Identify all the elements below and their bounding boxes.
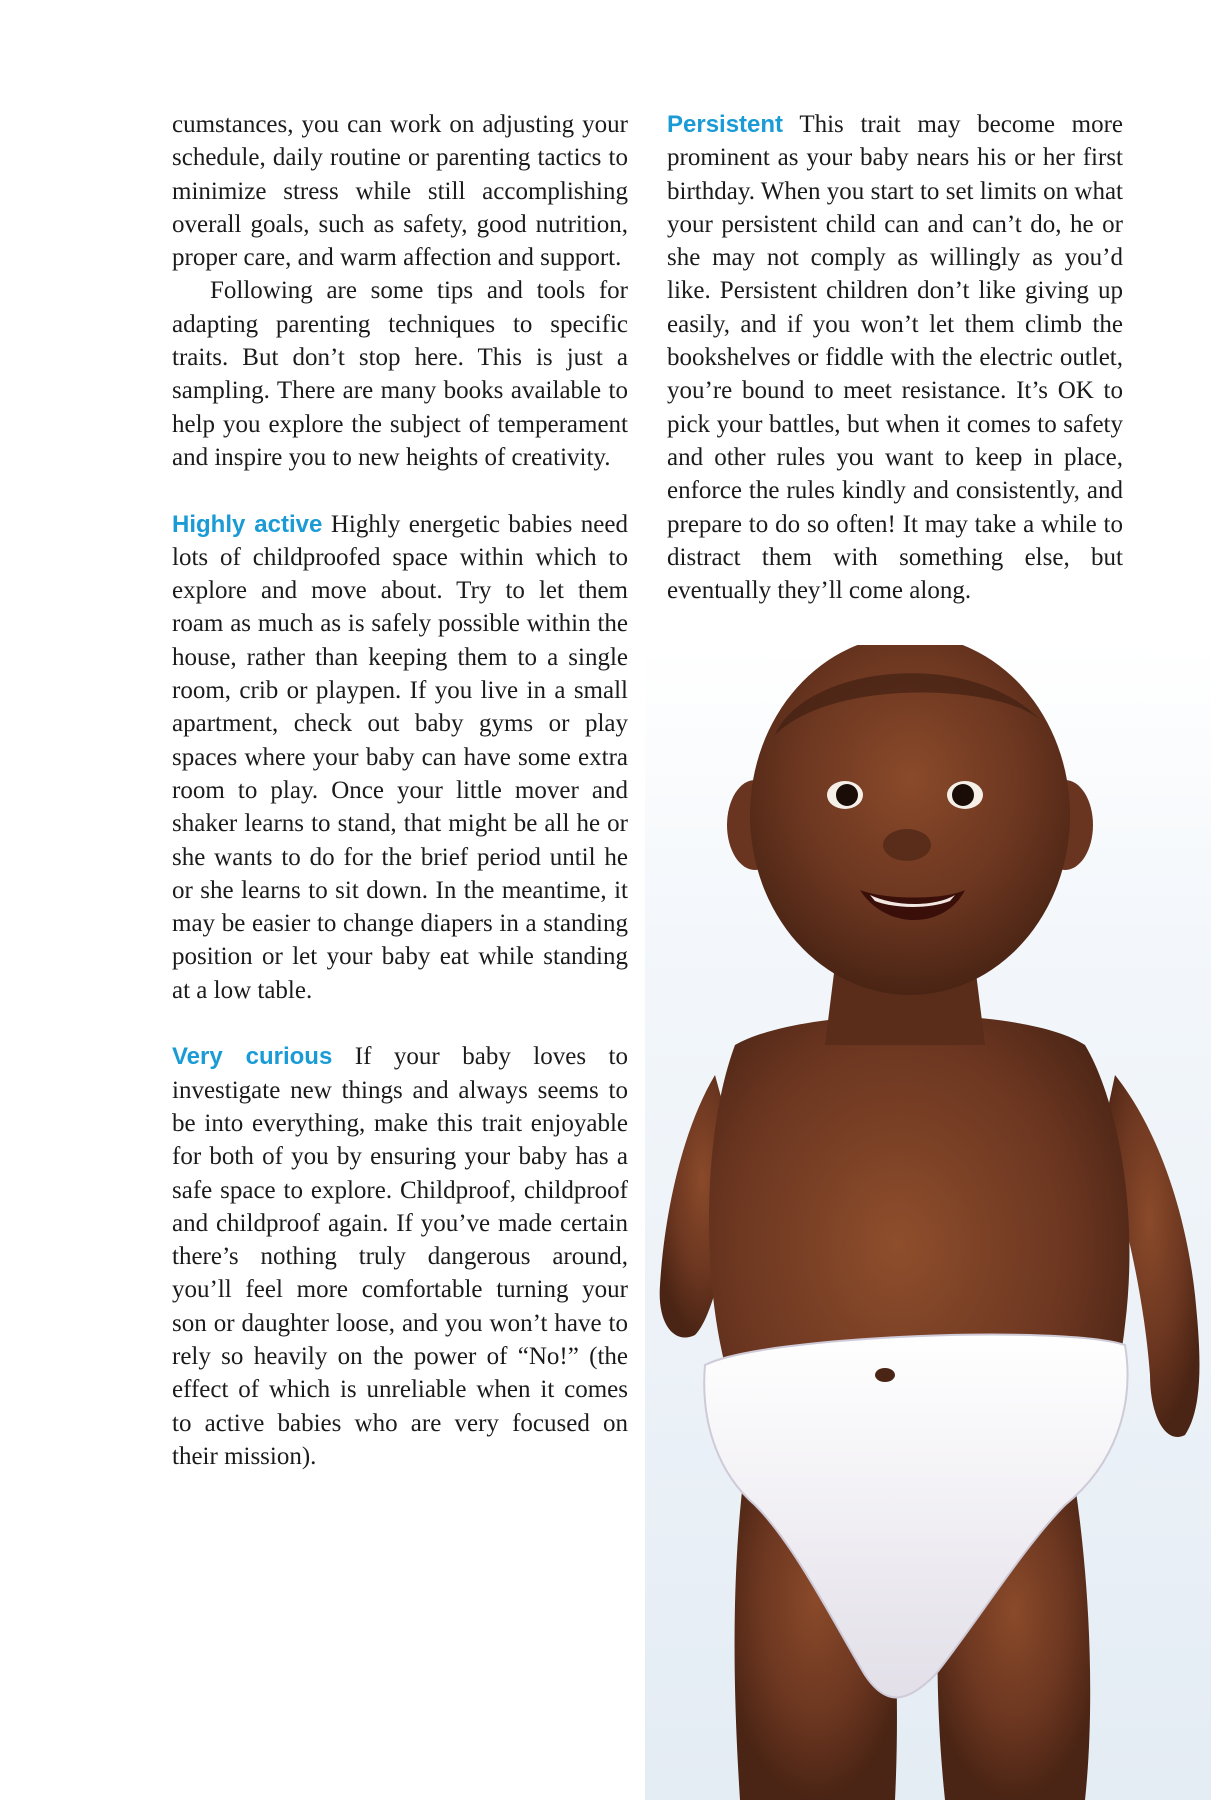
baby-illustration <box>645 645 1211 1800</box>
tips-paragraph: Following are some tips and tools for adapting parenting techniques to specific traits. But don’t stop here. This is just a sampling. There are many books available to help you explore the subject of temperament and inspire you to new heights of creativity. <box>172 277 628 471</box>
baby-photo <box>645 645 1211 1800</box>
very-curious-section <box>172 1040 628 1473</box>
right-pupil <box>952 784 974 806</box>
left-column <box>172 108 628 1473</box>
very-curious-text: If your baby loves to investigate new things and always seems to be into everything, make this trait enjoyable for both of you by ensuring your baby has a safe space to explore. Childproof, childproof and childproof again. If you’ve made certain there’s nothing truly dangerous around, you’ll feel more comfortable turning your son or daughter loose, and you won’t have to rely so heavily on the power of “No!” (the effect of which is unreliable when it comes to active babies who are very focused on their mission). <box>172 1043 628 1470</box>
highly-active-text: Highly energetic babies need lots of childproofed space within which to explore and move about. Try to let them roam as much as is safely possible within the house, rather than keeping them to a single room, crib or playpen. If you live in a small apartment, check out baby gyms or play spaces where your baby can have some extra room to play. Once your little mover and shaker learns to stand, that might be all he or she wants to do for the brief period until he or she learns to sit down. In the meantime, it may be easier to change diapers in a standing position or let your baby eat while standing at a low table. <box>172 510 628 1004</box>
left-pupil <box>836 784 858 806</box>
very-curious-heading: Very curious <box>172 1043 333 1071</box>
persistent-text: This trait may become more prominent as your baby nears his or her first birthday. When you start to set limits on what your persistent child can and can’t do, he or she may not comply as willingly as you’d like. Persistent children don’t like giving up easily, and if you won’t let them climb the bookshelves or fiddle with the electric outlet, you’re bound to meet resistance. It’s OK to pick your battles, but when it comes to safety and other rules you want to keep in place, enforce the rules kindly and consistently, and prepare to do so often! It may take a while to distract them with something else, but eventually they’ll come along. <box>667 111 1123 605</box>
head <box>750 645 1070 995</box>
belly-button <box>875 1368 895 1382</box>
persistent-heading: Persistent <box>667 111 784 138</box>
persistent-section <box>667 108 1123 607</box>
highly-active-heading: Highly active <box>172 510 323 538</box>
right-column <box>667 108 1123 607</box>
intro-paragraph: cumstances, you can work on adjusting your schedule, daily routine or parenting tactics to minimize stress while still accomplishing overall goals, such as safety, good nutrition, proper care, and warm affection and support. <box>172 111 628 272</box>
nose <box>883 829 931 861</box>
highly-active-section <box>172 508 628 1007</box>
